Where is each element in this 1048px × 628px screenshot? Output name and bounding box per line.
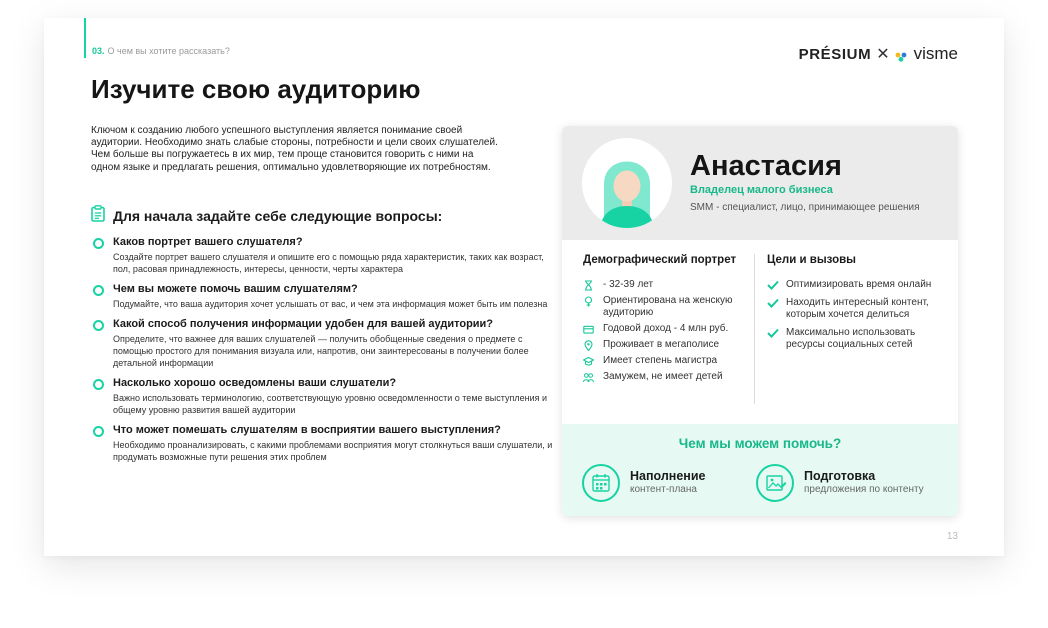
bullet-circle-icon [93,320,104,331]
goal-item [767,297,947,321]
goal-item [767,327,947,351]
question-item [91,377,561,416]
demographics-item [583,355,753,367]
bullet-circle-icon [93,379,104,390]
help-item-title: Подготовка [804,469,876,483]
demographics-item [583,339,753,351]
persona-name: Анастасия [690,150,842,182]
demographics-item [583,371,753,383]
female-icon [583,296,594,307]
question-text: Какой способ получения информации удобен для вашей аудитории? [113,318,494,330]
graduation-cap-icon [583,356,594,367]
goals-title: Цели и вызовы [767,254,857,266]
bullet-circle-icon [93,426,104,437]
demographics-text: Замужем, не имеет детей [603,371,723,382]
goal-text: Находить интересный контент, которым хочется делиться [786,297,929,320]
location-pin-icon [583,340,594,351]
goal-text: Оптимизировать время онлайн [786,279,932,290]
bullet-circle-icon [93,238,104,249]
demographics-item [583,323,753,335]
question-text: Чем вы можете помочь вашим слушателям? [113,283,358,295]
question-answer: Подумайте, что ваша аудитория хочет услышать от вас, и чем эта информация может быть им полезна [113,299,548,309]
question-answer: Необходимо проанализировать, с какими проблемами восприятия могут столкнуться ваши слушатели, и продумать возможные пути решения этих проблем [113,440,553,462]
help-item-subtitle: контент-плана [630,484,697,495]
section-label-text: О чем вы хотите рассказать? [107,46,230,56]
presium-logo: PRÉSIUM [798,45,872,63]
question-item [91,236,561,275]
checkmark-icon [767,298,779,308]
goals-column [767,254,947,357]
visme-logo: visme [913,44,958,63]
question-answer: Создайте портрет вашего слушателя и опишите его с помощью ряда характеристик, таких как возраст, пол, расовая принадлежность, интересы, ценности, черты характера [113,252,544,274]
demographics-text: Ориентирована на женскую аудиторию [603,295,733,318]
section-number: 03. [92,46,105,56]
brand-cross: ✕ [876,46,890,63]
bullet-circle-icon [93,285,104,296]
section-label [92,46,230,56]
question-item [91,318,561,369]
demographics-text: Проживает в мегаполисе [603,339,720,350]
persona-description: SMM - специалист, лицо, принимающее решения [690,202,920,213]
question-text: Насколько хорошо осведомлены ваши слушатели? [113,377,397,389]
avatar [582,138,672,228]
image-edit-icon [756,464,794,502]
slide [44,18,1004,556]
question-text: Каков портрет вашего слушателя? [113,236,303,248]
hourglass-icon [583,280,594,291]
question-item [91,424,561,463]
brand-logo [799,44,958,64]
persona-card [562,126,958,516]
questions-heading-text: Для начала задайте себе следующие вопросы: [113,208,443,224]
questions-heading [91,205,442,227]
demographics-column [583,254,753,387]
help-item-title: Наполнение [630,469,706,483]
goal-item [767,279,947,291]
persona-header [562,126,958,240]
demographics-title: Демографический портрет [583,254,737,266]
checkmark-icon [767,328,779,338]
help-title: Чем мы можем помочь? [678,436,842,451]
page-number: 13 [946,531,958,542]
accent-line [84,18,86,58]
demographics-text: Годовой доход - 4 млн руб. [603,323,729,334]
column-divider [754,254,755,404]
help-section [562,424,958,516]
checkmark-icon [767,280,779,290]
goal-text: Максимально использовать ресурсы социальных сетей [786,327,916,350]
family-icon [583,372,594,383]
demographics-text: - 32-39 лет [603,279,654,290]
question-item [91,283,561,310]
clipboard-icon [91,205,105,227]
page-title: Изучите свою аудиторию [91,74,421,104]
question-text: Что может помешать слушателям в восприятии вашего выступления? [113,424,501,436]
question-answer: Определите, что важнее для ваших слушателей — получить обобщенные сведения о предмете с помощью простого для понимания визуала или, напротив, они заинтересованы в получении более детальной информации [113,334,529,368]
demographics-item [583,295,753,319]
wallet-icon [583,324,594,335]
demographics-text: Имеет степень магистра [603,355,718,366]
questions-list [91,236,561,471]
calendar-icon [582,464,620,502]
visme-logo-icon [895,49,909,59]
intro-paragraph: Ключом к созданию любого успешного выступления является понимание своей аудитории. Необходимо знать слабые стороны, потребности и цели своих слушателей. Чем больше вы погружаетесь в их мир, тем проще становится говорить с ними на одном языке и предлагать решения, оптимально удовлетворяющие их потребностям. [91,125,498,173]
persona-role: Владелец малого бизнеса [690,184,833,196]
demographics-item [583,279,753,291]
question-answer: Важно использовать терминологию, соответствующую уровню осведомленности о теме выступления и общему уровню развития вашей аудитории [113,393,548,415]
help-item-subtitle: предложения по контенту [804,484,924,495]
